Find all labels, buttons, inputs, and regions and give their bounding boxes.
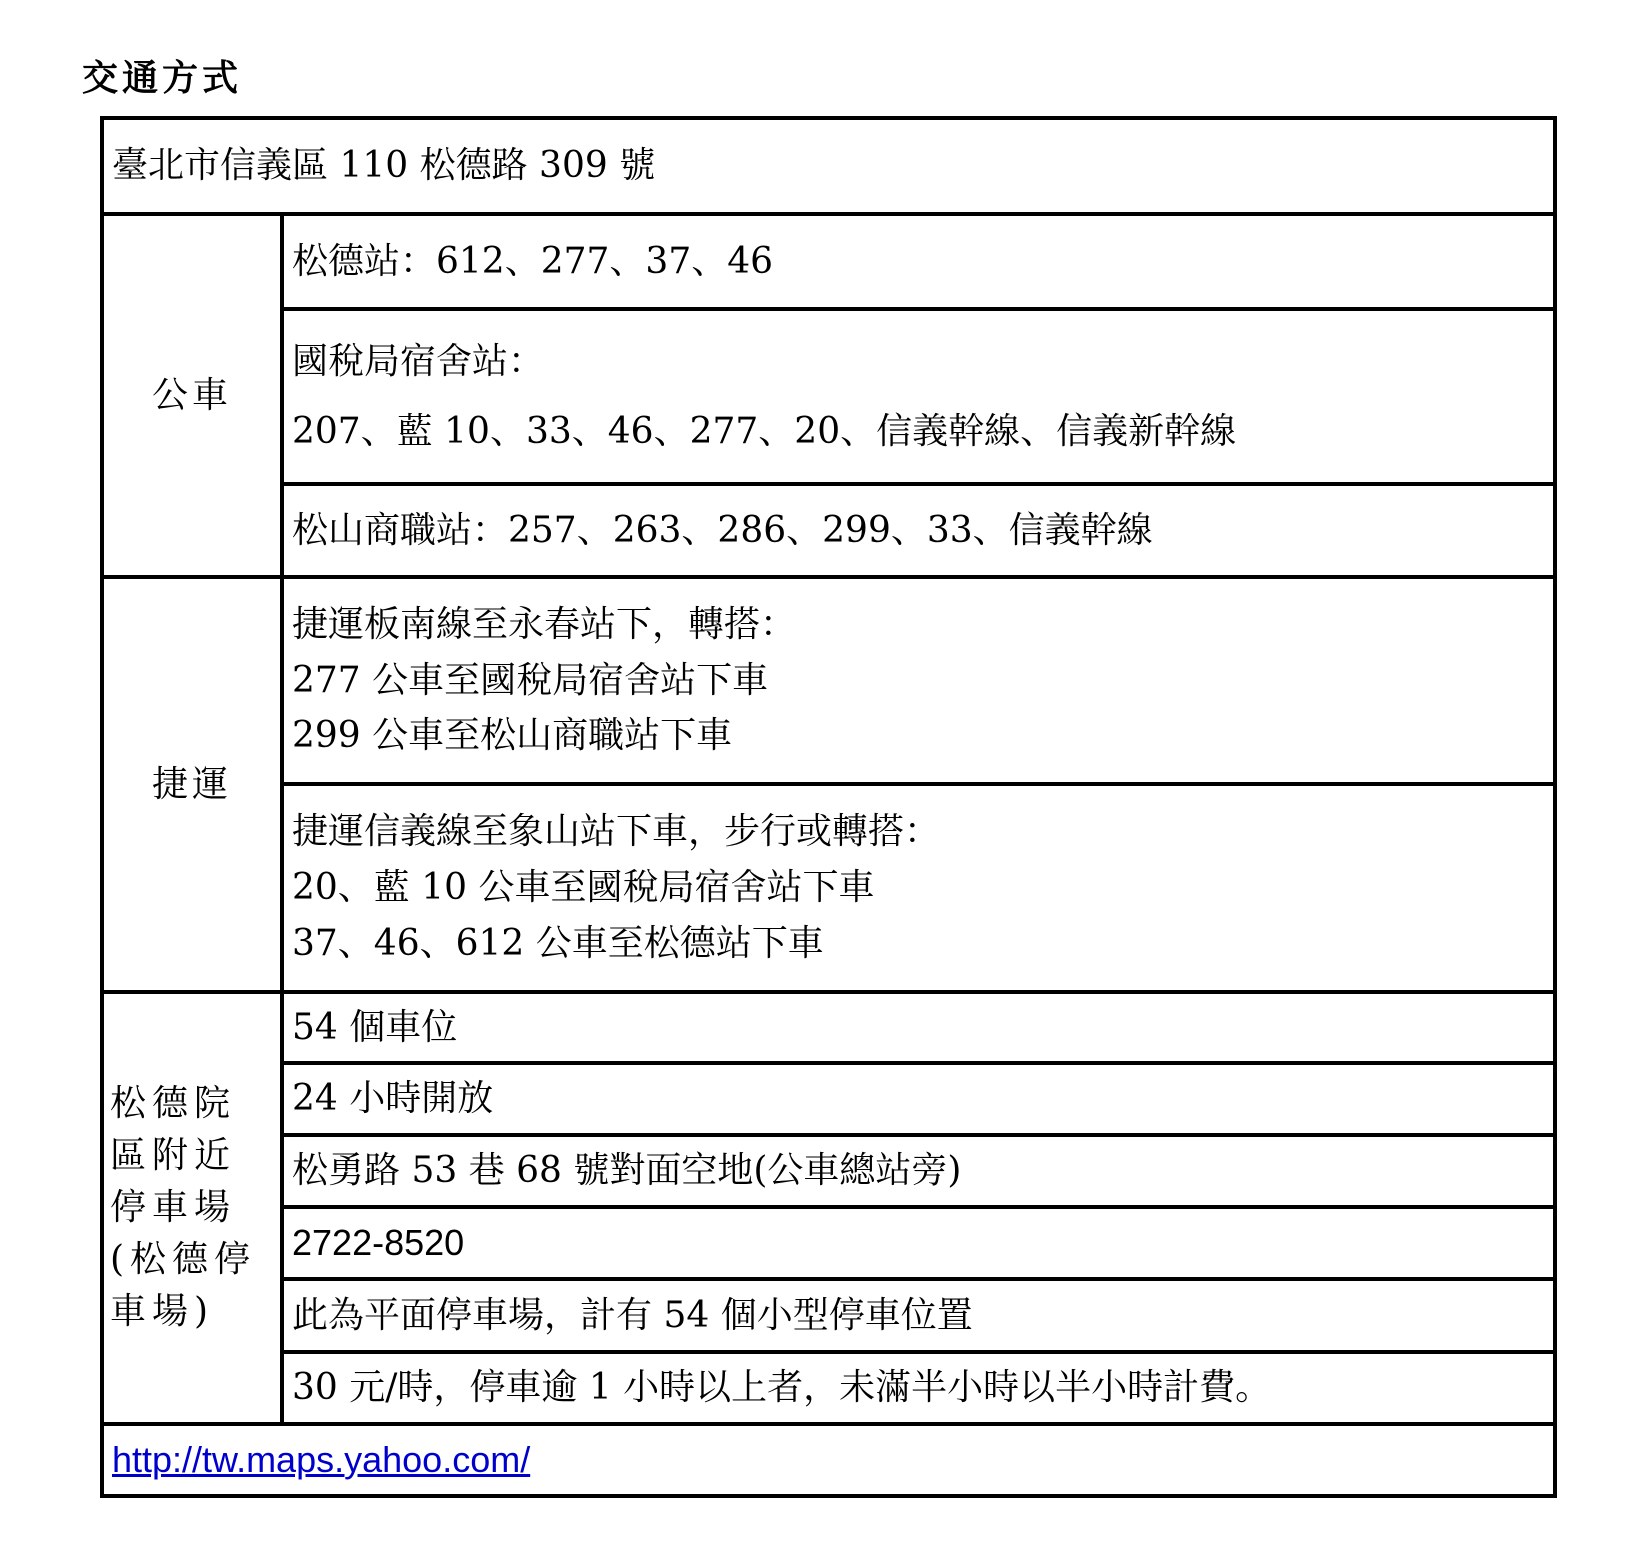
bus-row-3 [102, 484, 1555, 577]
bus-row-2 [102, 309, 1555, 484]
mrt-transfer-text: 277 公車至國稅局宿舍站下車 [292, 659, 769, 701]
parking-hours-text: 24 小時開放 [292, 1078, 494, 1120]
parking-location-text: 松勇路 53 巷 68 號對面空地(公車總站旁) [292, 1150, 962, 1192]
parking-category: 松德院區附近停車場(松德停車場) [102, 992, 282, 1424]
bus-route-text: 207、藍 10、33、46、277、20、信義幹線、信義新幹線 [292, 410, 1237, 452]
bus-stop-text: 松山商職站：257、263、286、299、33、信義幹線 [292, 509, 1153, 551]
parking-row-3 [102, 1135, 1555, 1207]
parking-row-1 [102, 992, 1555, 1063]
parking-phone-text: 2722-8520 [292, 1222, 465, 1264]
bus-stop-text: 松德站：612、277、37、46 [292, 240, 774, 282]
mrt-transfer-text: 20、藍 10 公車至國稅局宿舍站下車 [292, 867, 875, 909]
parking-info-cell [282, 992, 1555, 1063]
mrt-row-1 [102, 577, 1555, 784]
map-link[interactable]: http://tw.maps.yahoo.com/ [112, 1438, 531, 1480]
bus-stop-cell [282, 309, 1555, 484]
parking-row-5 [102, 1279, 1555, 1352]
mrt-transfer-text: 299 公車至松山商職站下車 [292, 715, 733, 757]
bus-stop-cell [282, 214, 1555, 309]
transport-table [100, 116, 1557, 1498]
parking-row-6 [102, 1352, 1555, 1424]
mrt-transfer-text: 37、46、612 公車至松德站下車 [292, 922, 824, 964]
mrt-route-text: 捷運板南線至永春站下，轉搭： [292, 603, 797, 645]
parking-row-4 [102, 1207, 1555, 1279]
mrt-route-cell [282, 784, 1555, 992]
address-text: 臺北市信義區 110 松德路 309 號 [112, 145, 656, 187]
parking-info-cell [282, 1279, 1555, 1352]
address-row [102, 118, 1555, 214]
bus-category: 公車 [102, 214, 282, 577]
mrt-route-text: 捷運信義線至象山站下車，步行或轉搭： [292, 811, 941, 853]
page-title: 交通方式 [82, 57, 243, 99]
link-cell [102, 1424, 1555, 1496]
parking-type-text: 此為平面停車場，計有 54 個小型停車位置 [292, 1294, 973, 1336]
mrt-row-2 [102, 784, 1555, 992]
address-cell [102, 118, 1555, 214]
parking-info-cell [282, 1063, 1555, 1135]
mrt-route-cell [282, 577, 1555, 784]
bus-stop-cell [282, 484, 1555, 577]
parking-info-cell [282, 1135, 1555, 1207]
parking-info-cell [282, 1352, 1555, 1424]
parking-row-2 [102, 1063, 1555, 1135]
link-row [102, 1424, 1555, 1496]
bus-stop-text: 國稅局宿舍站： [292, 340, 545, 382]
parking-info-cell [282, 1207, 1555, 1279]
parking-spaces-text: 54 個車位 [292, 1006, 458, 1048]
bus-row-1 [102, 214, 1555, 309]
parking-fee-text: 30 元/時，停車逾 1 小時以上者，未滿半小時以半小時計費。 [292, 1367, 1272, 1409]
mrt-category: 捷運 [102, 577, 282, 992]
